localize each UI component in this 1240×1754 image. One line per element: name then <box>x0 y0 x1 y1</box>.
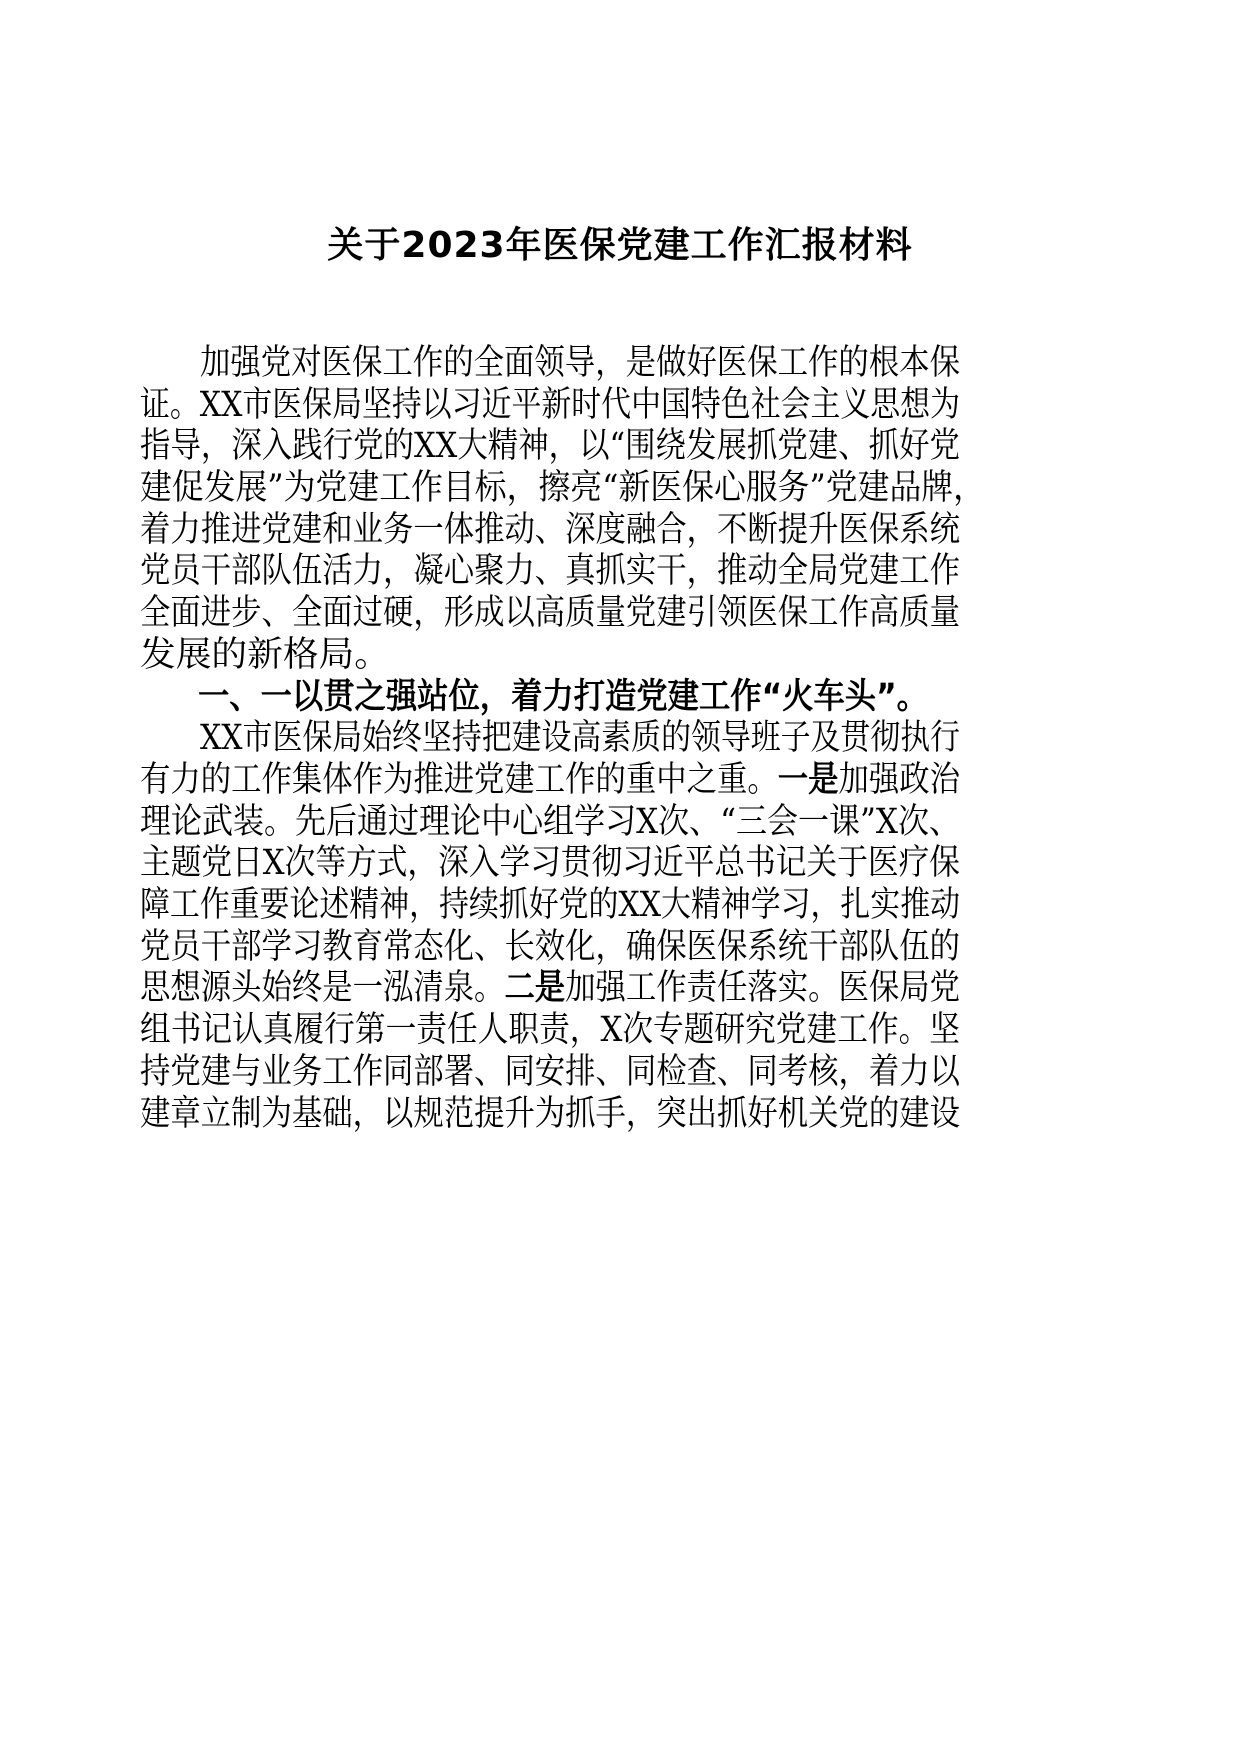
line-text: 证。XX市医保局坚持以习近平新时代中国特色社会主义思想为 <box>140 385 960 425</box>
line-text: 加强党对医保工作的全面领导，是做好医保工作的根本保 <box>200 343 960 383</box>
line-text: 着力推进党建和业务一体推动、深度融合，不断提升医保系统 <box>140 510 960 550</box>
line-text: 全面进步、全面过硬，形成以高质量党建引领医保工作高质量 <box>140 593 960 633</box>
line-text: XX市医保局始终坚持把建设高素质的领导班子及贯彻执行 <box>200 718 960 758</box>
line-text: 指导，深入践行党的XX大精神，以“围绕发展抓党建、抓好党 <box>140 426 960 466</box>
line-text-post: 加强政治 <box>838 760 960 800</box>
line-text: 理论武装。先后通过理论中心组学习X次、“三会一课”X次、 <box>140 802 960 842</box>
heading-text: 一、一以贯之强站位，着力打造党建工作“火车头”。 <box>198 677 928 717</box>
line-text: 建章立制为基础，以规范提升为抓手，突出抓好机关党的建设 <box>140 1094 960 1134</box>
line-text: 党员干部队伍活力，凝心聚力、真抓实干，推动全局党建工作 <box>140 551 960 591</box>
paragraph-2-line-10 <box>0 1081 1240 1147</box>
line-text: 党员干部学习教育常态化、长效化，确保医保系统干部队伍的 <box>140 927 960 967</box>
line-text: 持党建与业务工作同部署、同安排、同检查、同考核，着力以 <box>140 1052 960 1092</box>
document-title: 关于2023年医保党建工作汇报材料 <box>327 225 913 266</box>
line-text-pre: 思想源头始终是一泓清泉。 <box>140 968 505 1008</box>
line-text: 建促发展”为党建工作目标，擦亮“新医保心服务”党建品牌， <box>140 468 985 508</box>
emphasis-text: 一是 <box>777 760 839 800</box>
line-text: 主题党日X次等方式，深入学习贯彻习近平总书记关于医疗保 <box>140 843 960 883</box>
line-text: 发展的新格局。 <box>140 635 390 675</box>
line-text: 组书记认真履行第一责任人职责，X次专题研究党建工作。坚 <box>140 1010 960 1050</box>
line-text: 障工作重要论述精神，持续抓好党的XX大精神学习，扎实推动 <box>140 885 960 925</box>
line-text-pre: 有力的工作集体作为推进党建工作的重中之重。 <box>140 760 778 800</box>
line-text-post: 加强工作责任落实。医保局党 <box>565 968 960 1008</box>
emphasis-text: 二是 <box>504 968 566 1008</box>
